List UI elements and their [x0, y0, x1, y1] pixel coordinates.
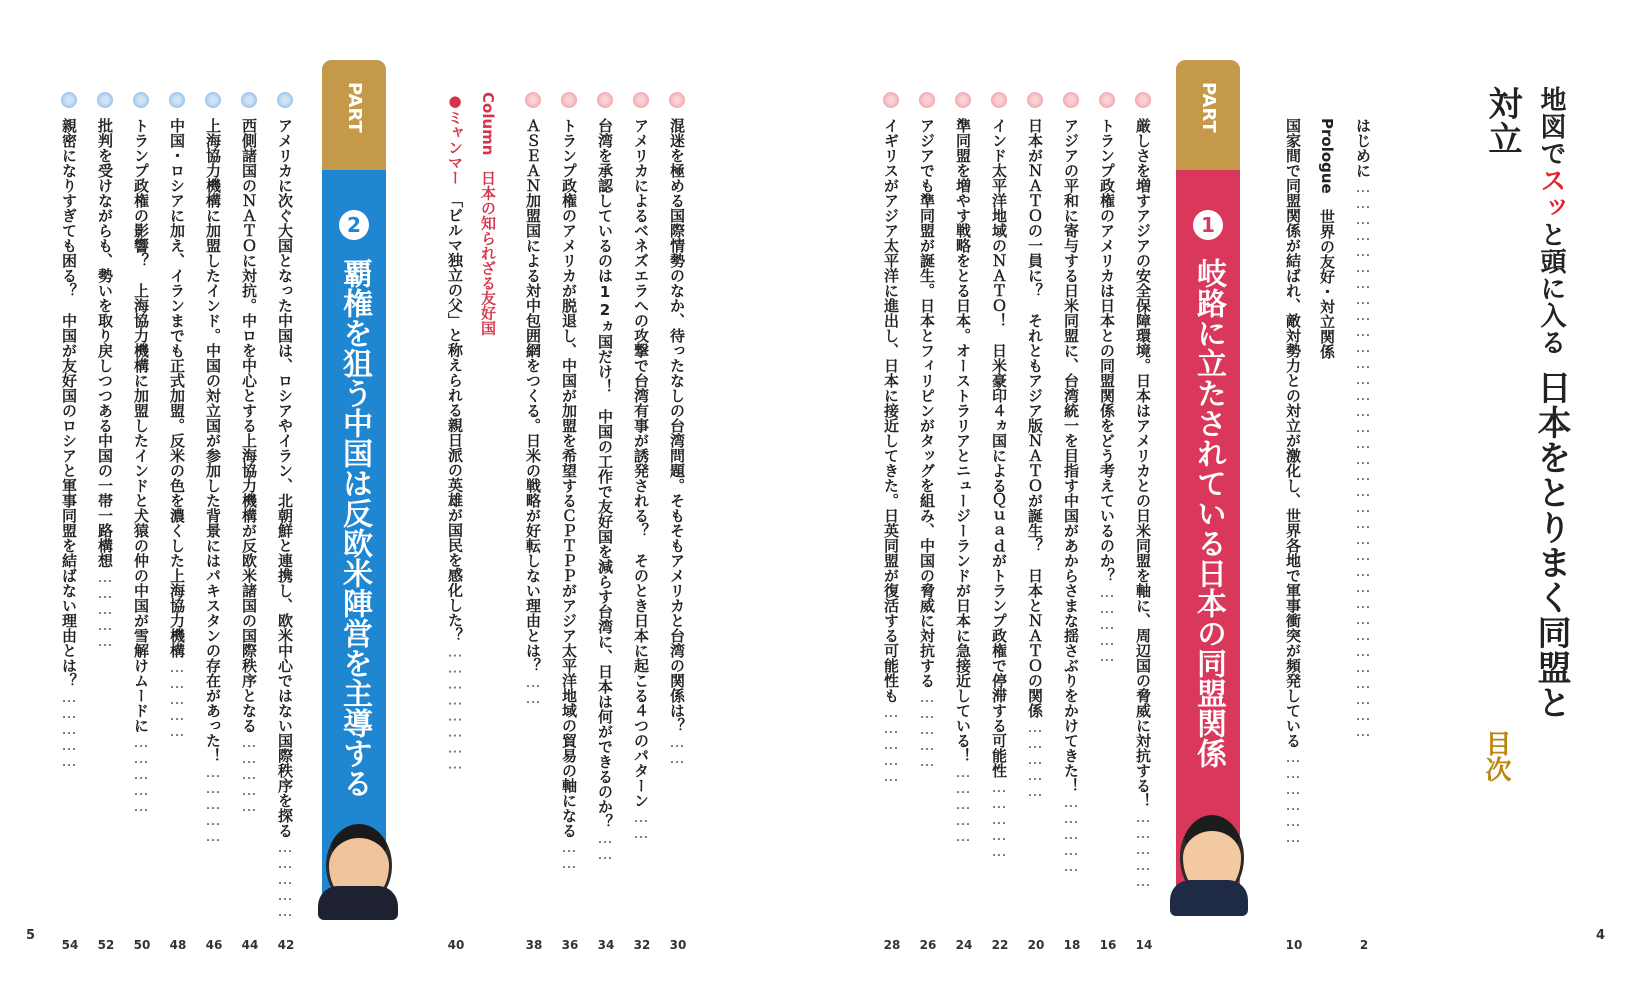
part1-entry[interactable]: トランプ政権のアメリカが脱退し、中国が加盟を希望するＣＰＴＰＰがアジア太平洋地域の貿易の軸になる…… 36 — [552, 0, 588, 1000]
entry-text: 西側諸国のＮＡＴＯに対抗。中ロを中心とする上海協力機構が反欧米諸国の国際秩序となる — [240, 118, 258, 733]
part1-banner[interactable]: PART 1 岐路に立たされている日本の同盟関係 — [1176, 60, 1240, 910]
politician-suit-icon — [1170, 880, 1248, 916]
part2-banner[interactable]: PART 2 覇権を狙う中国は反欧米陣営を主導する — [322, 60, 386, 920]
entry-page-number: 54 — [61, 938, 79, 952]
part1-entry[interactable]: アジアでも準同盟が誕生。日本とフィリピンがタッグを組み、中国の脅威に対抗する…………… 26 — [910, 0, 946, 1000]
blue-globe-bullet-icon — [61, 92, 77, 108]
pink-globe-bullet-icon — [883, 92, 899, 108]
part1-number: 1 — [1193, 210, 1223, 240]
entry-page-number: 34 — [597, 938, 615, 952]
part1-entry[interactable]: 厳しさを増すアジアの安全保障環境。日本はアメリカとの日米同盟を軸に、周辺国の脅威に対抗する！…………… 14 — [1126, 0, 1162, 1000]
entry-page-number: 22 — [991, 938, 1009, 952]
entry-text: アジアでも準同盟が誕生。日本とフィリピンがタッグを組み、中国の脅威に対抗する — [918, 118, 936, 688]
entry-page-number: 26 — [919, 938, 937, 952]
pink-globe-bullet-icon — [597, 92, 613, 108]
entry-text: イギリスがアジア太平洋に進出し、日本に接近してきた。日英同盟が復活する可能性も — [882, 118, 900, 703]
entry-text: 混迷を極める国際情勢のなか、待ったなしの台湾問題。そもそもアメリカと台湾の関係は？ — [668, 118, 686, 733]
pink-globe-bullet-icon — [525, 92, 541, 108]
pink-globe-bullet-icon — [1135, 92, 1151, 108]
pink-globe-bullet-icon — [919, 92, 935, 108]
entry-text: トランプ政権のアメリカが脱退し、中国が加盟を希望するＣＰＴＰＰがアジア太平洋地域の貿易の軸になる — [560, 118, 578, 838]
pink-globe-bullet-icon — [633, 92, 649, 108]
entry-text: ＡＳＥＡＮ加盟国による対中包囲網をつくる。日米の戦略が好転しない理由とは？ — [524, 118, 542, 673]
entry-text: アメリカによるベネズエラへの攻撃で台湾有事が誘発される？ そのとき日本に起こる４つのパターン — [632, 118, 650, 808]
entry-text: 台湾を承認しているのは12ヵ国だけ！ 中国の工作で友好国を減らす台湾に、日本は何ができるのか？ — [596, 118, 614, 829]
part1-entry[interactable]: 台湾を承認しているのは12ヵ国だけ！ 中国の工作で友好国を減らす台湾に、日本は何ができるのか？…… 34 — [588, 0, 624, 1000]
entry-text: インド太平洋地域のＮＡＴＯ！ 日米豪印４ヵ国によるＱｕａｄがトランプ政権で停滞する可能性 — [990, 118, 1008, 778]
part2-entry[interactable]: 西側諸国のＮＡＴＯに対抗。中ロを中心とする上海協力機構が反欧米諸国の国際秩序となる…………… 44 — [232, 0, 268, 1000]
entry-page-number: 46 — [205, 938, 223, 952]
blue-globe-bullet-icon — [169, 92, 185, 108]
entry-page-number: 32 — [633, 938, 651, 952]
entry-page-number: 36 — [561, 938, 579, 952]
part2-entry[interactable]: アメリカに次ぐ大国となった中国は、ロシアやイラン、北朝鮮と連携し、欧米中心ではない国際秩序を探る…………… 42 — [268, 0, 304, 1000]
part2-entry[interactable]: 中国・ロシアに加え、イランまでも正式加盟。反米の色を濃くした上海協力機構…………… 48 — [160, 0, 196, 1000]
entry-page-number: 48 — [169, 938, 187, 952]
entry-text: 上海協力機構に加盟したインド。中国の対立国が参加した背景にはパキスタンの存在があった！ — [204, 118, 222, 763]
title-accent: スッ — [1536, 167, 1566, 221]
part1-entry[interactable]: 準同盟を増やす戦略をとる日本。オーストラリアとニュージーランドが日本に急接近している！…………… 24 — [946, 0, 982, 1000]
blue-globe-bullet-icon — [241, 92, 257, 108]
entry-page-number: 20 — [1027, 938, 1045, 952]
blue-globe-bullet-icon — [277, 92, 293, 108]
entry-text: 厳しさを増すアジアの安全保障環境。日本はアメリカとの日米同盟を軸に、周辺国の脅威に対抗する！ — [1134, 118, 1152, 808]
part2-entry[interactable]: トランプ政権の影響？ 上海協力機構に加盟したインドと犬猿の仲の中国が雪解けムードに…………… 50 — [124, 0, 160, 1000]
entry-text: 親密になりすぎても困る？ 中国が友好国のロシアと軍事同盟を結ばない理由とは？ — [60, 118, 78, 688]
part1-entry[interactable]: アメリカによるベネズエラへの攻撃で台湾有事が誘発される？ そのとき日本に起こる４つのパターン…… 32 — [624, 0, 660, 1000]
entry-page-number: 24 — [955, 938, 973, 952]
front-entry-hajimeni[interactable]: はじめに…………………………………………………………………………………………… 2 — [1354, 118, 1372, 952]
part1-title: 岐路に立たされている日本の同盟関係 — [1191, 258, 1226, 768]
part2-entry[interactable]: 批判を受けながらも、勢いを取り戻しつつある中国の一帯一路構想…………… 52 — [88, 0, 124, 1000]
blue-globe-bullet-icon — [133, 92, 149, 108]
entry-page-number: 16 — [1099, 938, 1117, 952]
entry-text: 日本がＮＡＴＯの一員に？ それともアジア版ＮＡＴＯが誕生？ 日本とＮＡＴＯの関係 — [1026, 118, 1044, 718]
leader-suit-icon — [318, 886, 398, 920]
toc-heading: 目次 — [1481, 730, 1511, 782]
pink-globe-bullet-icon — [1027, 92, 1043, 108]
entry-page-number: 30 — [669, 938, 687, 952]
part2-entry[interactable]: 親密になりすぎても困る？ 中国が友好国のロシアと軍事同盟を結ばない理由とは？…………… 54 — [52, 0, 88, 1000]
book-title: 地図でスッと頭に入る日本をとりまく同盟と対立 — [1482, 86, 1571, 720]
part2-title: 覇権を狙う中国は反欧米陣営を主導する — [337, 258, 372, 798]
part1-entry[interactable]: 混迷を極める国際情勢のなか、待ったなしの台湾問題。そもそもアメリカと台湾の関係は？…… 30 — [660, 0, 696, 1000]
entry-page-number: 28 — [883, 938, 901, 952]
part1-entry[interactable]: アジアの平和に寄与する日米同盟に、台湾統一を目指す中国があからさまな揺さぶりをかけてきた！…………… 18 — [1054, 0, 1090, 1000]
entry-text: アメリカに次ぐ大国となった中国は、ロシアやイラン、北朝鮮と連携し、欧米中心ではない国際秩序を探る — [276, 118, 294, 838]
entry-page-number: 42 — [277, 938, 295, 952]
front-entry-prologue[interactable]: Prologue 世界の友好・対立関係 — [1318, 118, 1336, 359]
entry-text: アジアの平和に寄与する日米同盟に、台湾統一を目指す中国があからさまな揺さぶりをかけてきた！ — [1062, 118, 1080, 793]
entry-page-number: 18 — [1063, 938, 1081, 952]
blue-globe-bullet-icon — [97, 92, 113, 108]
entry-text: 準同盟を増やす戦略をとる日本。オーストラリアとニュージーランドが日本に急接近している！ — [954, 118, 972, 763]
entry-text: トランプ政権のアメリカは日本との同盟関係をどう考えているのか？ — [1098, 118, 1116, 583]
page-number-right: 4 — [1596, 928, 1606, 943]
entry-text: 中国・ロシアに加え、イランまでも正式加盟。反米の色を濃くした上海協力機構 — [168, 118, 186, 658]
blue-globe-bullet-icon — [205, 92, 221, 108]
pink-globe-bullet-icon — [669, 92, 685, 108]
front-entry-prologue-desc[interactable]: 国家間で同盟関係が結ばれ、敵対勢力との対立が激化し、世界各地で軍事衝突が頻発している……………… 10 — [1284, 118, 1303, 952]
part1-entry[interactable]: イギリスがアジア太平洋に進出し、日本に接近してきた。日英同盟が復活する可能性も…………… 28 — [874, 0, 910, 1000]
pink-globe-bullet-icon — [991, 92, 1007, 108]
part1-entry[interactable]: ＡＳＥＡＮ加盟国による対中包囲網をつくる。日米の戦略が好転しない理由とは？…… 38 — [516, 0, 552, 1000]
page-number-left: 5 — [26, 928, 36, 943]
entry-text: 批判を受けながらも、勢いを取り戻しつつある中国の一帯一路構想 — [96, 118, 114, 568]
pink-globe-bullet-icon — [561, 92, 577, 108]
part1-entry[interactable]: インド太平洋地域のＮＡＴＯ！ 日米豪印４ヵ国によるＱｕａｄがトランプ政権で停滞する可能性…………… 22 — [982, 0, 1018, 1000]
entry-page-number: 38 — [525, 938, 543, 952]
entry-page-number: 52 — [97, 938, 115, 952]
part2-number: 2 — [339, 210, 369, 240]
entry-page-number: 50 — [133, 938, 151, 952]
part1-entry[interactable]: トランプ政権のアメリカは日本との同盟関係をどう考えているのか？…………… 16 — [1090, 0, 1126, 1000]
entry-text: トランプ政権の影響？ 上海協力機構に加盟したインドと犬猿の仲の中国が雪解けムードに — [132, 118, 150, 733]
entry-page-number: 14 — [1135, 938, 1153, 952]
pink-globe-bullet-icon — [1063, 92, 1079, 108]
entry-page-number: 44 — [241, 938, 259, 952]
pink-globe-bullet-icon — [955, 92, 971, 108]
part2-entry[interactable]: 上海協力機構に加盟したインド。中国の対立国が参加した背景にはパキスタンの存在があった！…………… 46 — [196, 0, 232, 1000]
column-heading: Column 日本の知られざる友好国 — [479, 92, 497, 336]
column-entry[interactable]: ●ミャンマー 「ビルマ独立の父」と称えられる親日派の英雄が国民を感化した？…………………… 40 — [446, 92, 465, 952]
pink-globe-bullet-icon — [1099, 92, 1115, 108]
part1-entry[interactable]: 日本がＮＡＴＯの一員に？ それともアジア版ＮＡＴＯが誕生？ 日本とＮＡＴＯの関係…………… 20 — [1018, 0, 1054, 1000]
